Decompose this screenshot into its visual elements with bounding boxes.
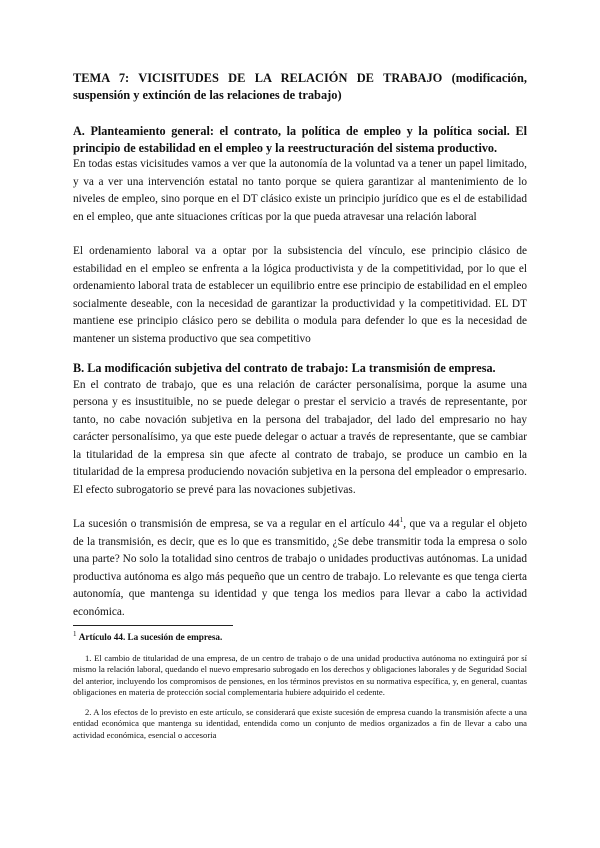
document-body <box>73 70 527 621</box>
paragraph-text-end: , que va a regular el objeto de la transmisión, es decir, que es lo que es transmitido, ¿Se debe transmitir toda la empresa o solo una parte? No solo la totalidad sino centros de trabajo o unidades productivas autónomas. La unidad productiva autónoma es algo más pequeño que un centro de trabajo. Lo relevante es que tenga cierta autonomía, que mantenga su identidad y que tenga los medios para llevar a cabo la actividad económica. <box>73 518 527 618</box>
footnotes-section <box>73 631 527 750</box>
section-b-paragraph-2 <box>73 516 527 621</box>
section-a-paragraph-1: En todas estas vicisitudes vamos a ver que la autonomía de la voluntad va a tener un papel limitado, y va a ver una intervención estatal no tanto porque se quiera garantizar al mantenimiento de lo niveles de empleo, sino porque en el DT clásico existe un principio jurídico que es el de estabilidad en el empleo, que ante situaciones críticas por la que pueda atravesar una relación laboral <box>73 158 527 223</box>
section-a-paragraph-2: El ordenamiento laboral va a optar por la subsistencia del vínculo, ese principio clásico de estabilidad en el empleo se enfrenta a la lógica productivista y de la competitividad, por lo que el ordenamiento laboral trata de establecer un equilibrio entre ese principio de estabilidad en el empleo socialmente deseable, con la necesidad de garantizar la productividad y la competitividad. EL DT mantiene ese principio clásico pero se debilita o modula para defender lo que es la necesidad de mantener un sistema productivo que sea competitivo <box>73 245 527 345</box>
footnote-number: 1 <box>73 629 77 638</box>
paragraph-spacer <box>73 499 527 516</box>
paragraph-spacer <box>73 226 527 243</box>
section-a-heading: A. Planteamiento general: el contrato, la política de empleo y la política social. El principio de estabilidad en el empleo y la reestructuración del sistema productivo. <box>73 124 527 155</box>
footnote-title <box>73 631 527 643</box>
footnote-title-text: Artículo 44. La sucesión de empresa. <box>78 632 223 642</box>
section-b-paragraph-1: En el contrato de trabajo, que es una relación de carácter personalísima, porque la asume una persona y es insustituible, no se puede delegar o prestar el servicio a través de representante, por tanto, no cabe novación subjetiva en la persona del trabajador, del lado del empresario no hay carácter personalísimo, ya que este puede delegar o actuar a través de representante, que se cambiar la titularidad de la empresa sin que afecte al contrato de trabajo, se produce un cambio en la titularidad de la empresa produciendo novación subjetiva en la persona del empleador o empresario. El efecto subrogatorio se prevé para las novaciones subjetivas. <box>73 378 527 496</box>
footnote-reference[interactable]: 1 <box>399 516 404 525</box>
paragraph-text-start: La sucesión o transmisión de empresa, se va a regular en el artículo 44 <box>73 518 400 530</box>
document-title: TEMA 7: VICISITUDES DE LA RELACIÓN DE TRABAJO (modificación, suspensión y extinción de las relaciones de trabajo) <box>73 71 527 102</box>
footnote-item-1: 1. El cambio de titularidad de una empresa, de un centro de trabajo o de una unidad productiva autónoma no extinguirá por sí mismo la relación laboral, quedando el nuevo empresario subrogado en los derechos y obligaciones laborales y de Seguridad Social del anterior, incluyendo los compromisos de pensiones, en los términos previstos en su normativa específica, y, en general, cuantas obligaciones en materia de protección social complementaria hubiere adquirido el cedente. <box>73 653 527 697</box>
section-b-heading: B. La modificación subjetiva del contrato de trabajo: La transmisión de empresa. <box>73 361 496 375</box>
footnote-divider <box>73 625 233 626</box>
footnote-item-2: 2. A los efectos de lo previsto en este artículo, se considerará que existe sucesión de empresa cuando la transmisión afecte a una entidad económica que mantenga su identidad, entendida como un conjunto de medios organizados a fin de llevar a cabo una actividad económica, esencial o accesoria <box>73 707 527 740</box>
section-spacer <box>73 348 527 360</box>
